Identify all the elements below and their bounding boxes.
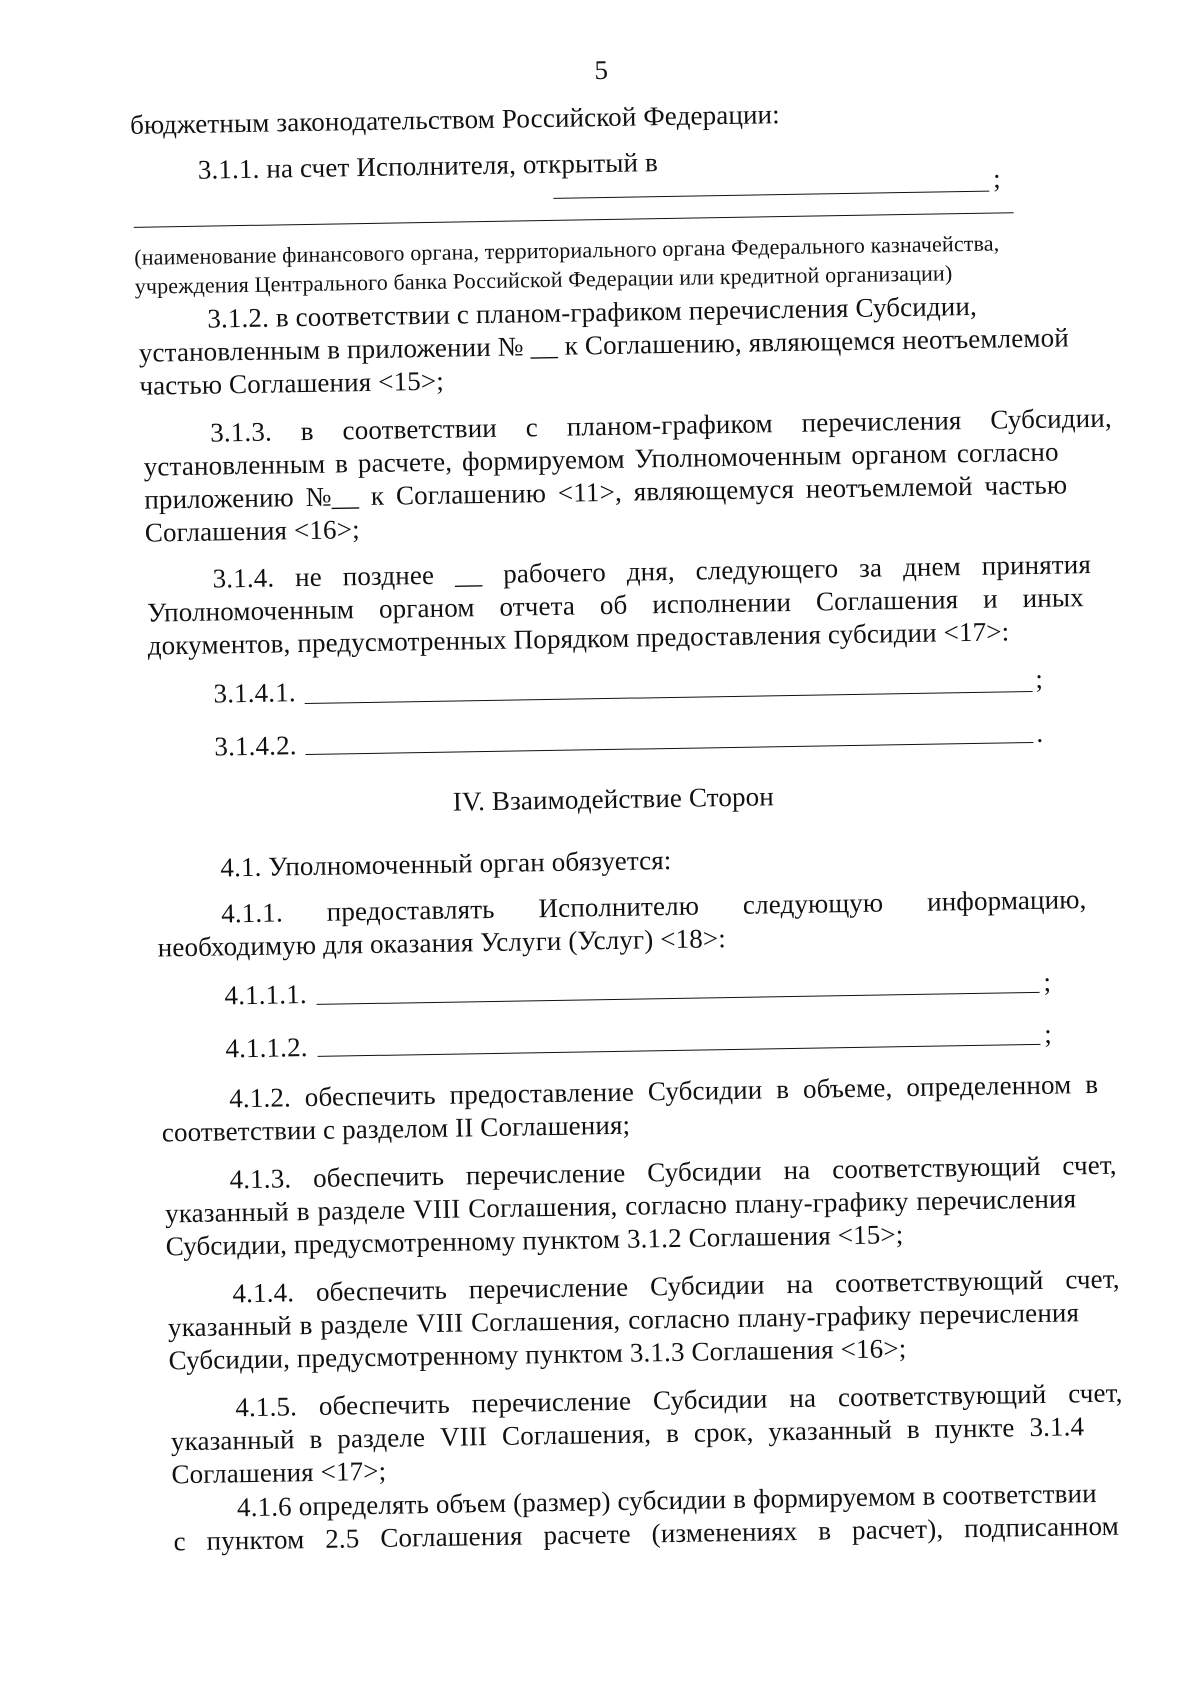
paragraph-3-1-4-line-1: 3.1.4. не позднее __ рабочего дня, следующего за днем принятия	[212, 548, 1092, 594]
paragraph-4-1-3-line-2: указанный в разделе VIII Соглашения, согласно плану-графику перечисления	[164, 1183, 1077, 1229]
paragraph-3-1-4-1-fill-line	[305, 691, 1033, 704]
paragraph-4-1-4-line-1: 4.1.4. обеспечить перечисление Субсидии на соответствующий счет,	[232, 1263, 1120, 1309]
paragraph-3-1-3-line-4: Соглашения <16>;	[144, 514, 360, 548]
paragraph-3-1-4-1-end-mark: ;	[1035, 663, 1044, 694]
paragraph-4-1-3-line-3: Субсидии, предусмотренному пунктом 3.1.2 Соглашения <15>;	[165, 1219, 904, 1262]
paragraph-4-1-4-line-2: указанный в разделе VIII Соглашения, согласно плану-графику перечисления	[167, 1297, 1080, 1343]
paragraph-4-1-1-1-fill-line	[317, 992, 1040, 1005]
paragraph-3-1-4-2-fill-line	[306, 742, 1034, 755]
paragraph-4-1-1-2-fill-line	[318, 1044, 1041, 1057]
paragraph-4-1-1-1-end-mark: ;	[1043, 966, 1052, 997]
page-number: 5	[594, 54, 609, 86]
paragraph-4-1-5-line-1: 4.1.5. обеспечить перечисление Субсидии на соответствующий счет,	[235, 1377, 1123, 1423]
paragraph-4-1-2-line-1: 4.1.2. обеспечить предоставление Субсидии в объеме, определенном в	[228, 1068, 1099, 1114]
paragraph-3-1-4-2-label: 3.1.4.2.	[214, 730, 297, 762]
paragraph-3-1-2-line-2: установленным в приложении № __ к Соглашению, являющемся неотъемлемой	[138, 322, 1070, 368]
paragraph-3-1-1-note-line-2: учреждения Центрального банка Российской Федерации или кредитной организации)	[134, 260, 953, 299]
paragraph-4-1: 4.1. Уполномоченный орган обязуется:	[220, 844, 672, 883]
paragraph-3-1-3-line-1: 3.1.3. в соответствии с планом-графиком перечисления Субсидии,	[209, 402, 1112, 448]
paragraph-3-1-2-line-3: частью Соглашения <15>;	[139, 365, 445, 401]
paragraph-4-1-4-line-3: Субсидии, предусмотренному пунктом 3.1.3 Соглашения <16>;	[168, 1333, 907, 1376]
paragraph-4-1-2-line-2: соответствии с разделом II Соглашения;	[161, 1109, 631, 1148]
paragraph-4-1-5-line-3: Соглашения <17>;	[171, 1455, 387, 1490]
paragraph-3-1-3-line-3: приложению №__ к Соглашению <11>, являющемуся неотъемлемой частью	[144, 469, 1068, 515]
paragraph-4-1-6-line-2: с пунктом 2.5 Соглашения расчете (изменениях в расчет), подписанном	[173, 1510, 1120, 1557]
paragraph-4-1-1-2-end-mark: ;	[1044, 1018, 1053, 1049]
paragraph-4-1-1-line-2: необходимую для оказания Услуги (Услуг) <18>:	[157, 923, 727, 963]
paragraph-4-1-1-2-label: 4.1.1.2.	[225, 1032, 308, 1064]
paragraph-3-1-1-fill-line-2	[134, 212, 1014, 228]
section4-heading: IV. Взаимодействие Сторон	[452, 781, 775, 817]
paragraph-3-1-3-line-2: установленным в расчете, формируемом Уполномоченным органом согласно	[143, 436, 1059, 482]
paragraph-3-1-4-line-2: Уполномоченным органом отчета об исполнении Соглашения и иных	[146, 582, 1084, 628]
paragraph-3-1-1-note-line-1: (наименование финансового органа, территориального органа Федерального казначейства,	[134, 230, 1000, 270]
section3-intro: бюджетным законодательством Российской Федерации:	[129, 99, 781, 140]
paragraph-3-1-1-label: 3.1.1. на счет Исполнителя, открытый в	[197, 147, 659, 185]
paragraph-4-1-1-1-label: 4.1.1.1.	[224, 979, 307, 1011]
paragraph-4-1-6-line-1: 4.1.6 определять объем (размер) субсидии в формируемом в соответствии	[236, 1478, 1097, 1523]
paragraph-4-1-1-line-1: 4.1.1. предоставлять Исполнителю следующую информацию,	[220, 884, 1087, 929]
paragraph-3-1-2-line-1-text: 3.1.2. в соответствии с планом-графиком перечисления Субсидии,	[207, 290, 978, 334]
paragraph-4-1-3-line-1: 4.1.3. обеспечить перечисление Субсидии на соответствующий счет,	[229, 1149, 1117, 1195]
paragraph-3-1-1-end-mark: ;	[992, 163, 1001, 194]
paragraph-3-1-4-2-end-mark: .	[1036, 717, 1044, 748]
paragraph-3-1-4-line-3: документов, предусмотренных Порядком предоставления субсидии <17>:	[147, 616, 1010, 661]
paragraph-3-1-1-fill-line-1	[553, 191, 989, 199]
paragraph-4-1-5-line-2: указанный в разделе VIII Соглашения, в срок, указанный в пункте 3.1.4	[170, 1411, 1085, 1457]
paragraph-3-1-4-1-label: 3.1.4.1.	[213, 677, 296, 709]
